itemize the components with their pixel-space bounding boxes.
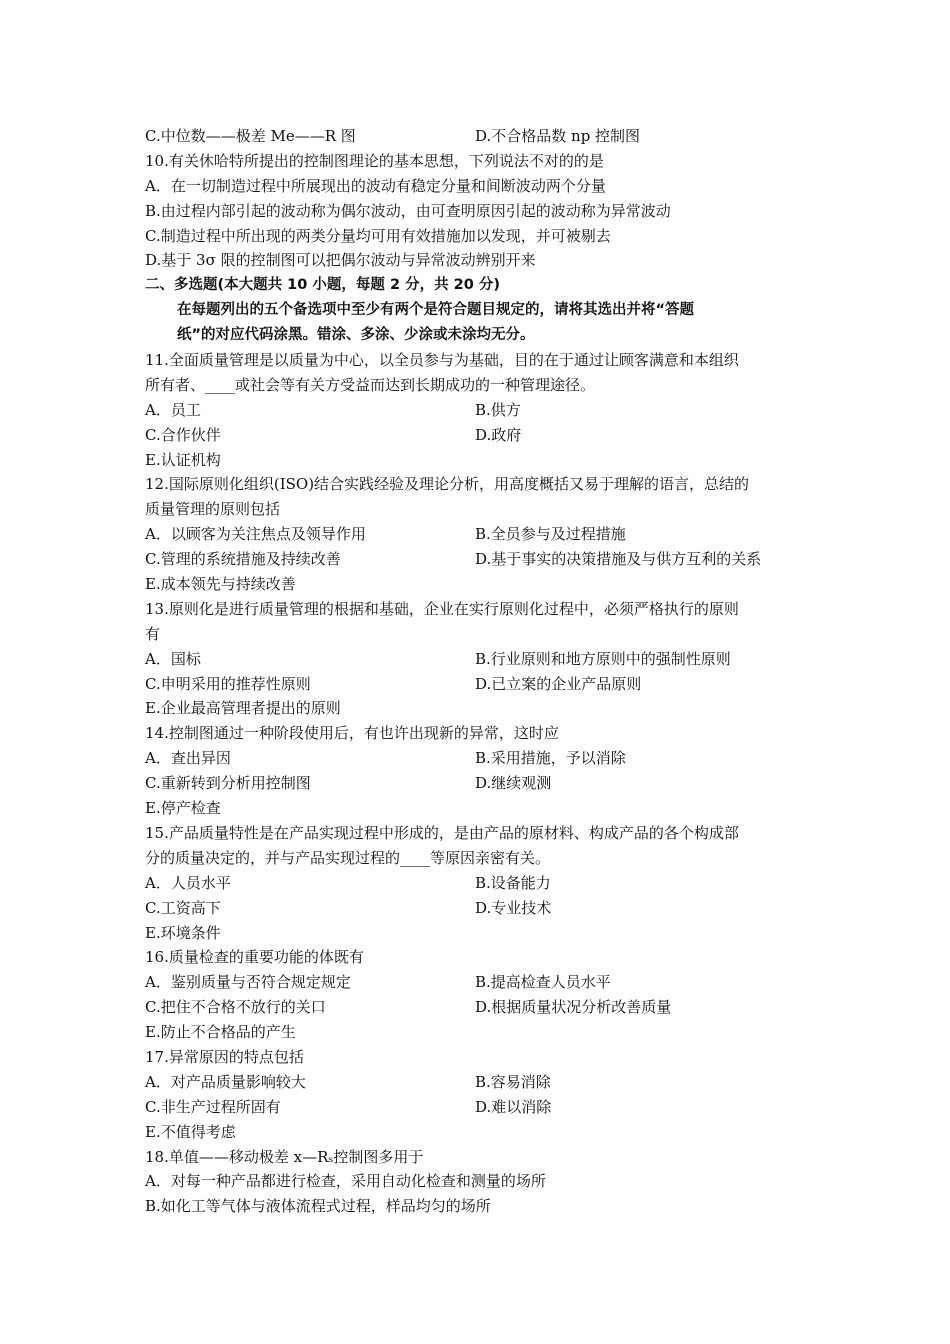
question-block [145,472,810,596]
option-c: C.中位数——极差 Me——R 图 [145,127,356,145]
option-e: E.防止不合格品的产生 [145,1023,296,1042]
option-a: A．以顾客为关注焦点及领导作用 [145,525,366,544]
exam-page [145,124,810,1219]
option-row [145,423,810,448]
option-row [145,746,810,771]
option-a: A．鉴别质量与否符合规定规定 [145,973,351,992]
option-a: A．员工 [145,400,201,419]
question-stem: 16.质量检查的重要功能的体既有 [145,948,364,967]
option-e: E.企业最高管理者提出的原则 [145,699,341,718]
option-row [145,672,810,697]
option-c: C.非生产过程所固有 [145,1097,281,1116]
option-b: B.行业原则和地方原则中的强制性原则 [475,649,731,668]
option-e: E.认证机构 [145,450,221,469]
option-d: D.根据质量状况分析改善质量 [475,998,672,1017]
option-e: E.环境条件 [145,923,221,942]
q18-stem: 18.单值——移动极差 x—Rₛ控制图多用于 [145,1147,424,1166]
question-stem: 12.国际原则化组织(ISO)结合实践经验及理论分析，用高度概括又易于理解的语言，总结的 [145,475,750,494]
question-stem: 17.异常原因的特点包括 [145,1047,304,1066]
q18-option-b: B.如化工等气体与液体流程式过程，样品均匀的场所 [145,1197,491,1216]
option-b: B.设备能力 [475,873,551,892]
question-stem: 15.产品质量特性是在产品实现过程中形成的，是由产品的原材料、构成产品的各个构成部 [145,823,739,842]
q10-option-d: D.基于 3σ 限的控制图可以把偶尔波动与异常波动辨别开来 [145,251,536,270]
option-d: D.难以消除 [475,1097,552,1116]
option-row [145,771,810,796]
question-block [145,721,810,821]
question-stem: 14.控制图通过一种阶段使用后，有也许出现新的异常，这时应 [145,724,559,743]
option-a: A．对产品质量影响较大 [145,1072,306,1091]
option-d: D.专业技术 [475,898,552,917]
question-stem: 分的质量决定的，并与产品实现过程的____等原因亲密有关。 [145,848,551,867]
option-a: A．人员水平 [145,873,231,892]
option-d: D.政府 [475,425,522,444]
question-block [145,821,810,945]
option-row [145,398,810,423]
question-block [145,597,810,721]
option-row [145,522,810,547]
question-stem: 13.原则化是进行质量管理的根据和基础，企业在实行原则化过程中，必须严格执行的原则 [145,599,739,618]
section-instruction: 纸”的对应代码涂黑。错涂、多涂、少涂或未涂均无分。 [177,327,535,344]
option-e: E.停产检查 [145,799,221,818]
option-row [145,871,810,896]
question-stem: 所有者、____或社会等有关方受益而达到长期成功的一种管理途径。 [145,375,596,394]
option-row [145,896,810,921]
q9-options-cd [145,124,810,149]
option-e: E.成本领先与持续改善 [145,575,296,594]
question-stem: 质量管理的原则包括 [145,500,281,519]
option-c: C.工资高下 [145,898,221,917]
option-a: A．国标 [145,649,201,668]
q10-stem: 10.有关休哈特所提出的控制图理论的基本思想，下列说法不对的的是 [145,151,604,170]
option-e: E.不值得考虑 [145,1122,236,1141]
option-b: B.全员参与及过程措施 [475,525,626,544]
option-b: B.供方 [475,400,521,419]
q10-option-a: A．在一切制造过程中所展现出的波动有稳定分量和间断波动两个分量 [145,176,606,195]
section-instruction: 在每题列出的五个备选项中至少有两个是符合题目规定的，请将其选出并将“答题 [177,302,695,319]
q10-option-b: B.由过程内部引起的波动称为偶尔波动，由可查明原因引起的波动称为异常波动 [145,201,671,220]
option-c: C.重新转到分析用控制图 [145,774,311,793]
option-d: D.已立案的企业产品原则 [475,674,642,693]
option-d: D.不合格品数 np 控制图 [475,127,641,145]
option-b: B.容易消除 [475,1072,551,1091]
q10-option-c: C.制造过程中所出现的两类分量均可用有效措施加以发现，并可被剔去 [145,226,611,245]
option-a: A．查出异因 [145,749,231,768]
question-stem: 有 [145,624,161,643]
option-c: C.管理的系统措施及持续改善 [145,550,341,569]
option-c: C.把住不合格不放行的关口 [145,998,326,1017]
option-c: C.申明采用的推荐性原则 [145,674,311,693]
section-title: 二、多选题(本大题共 10 小题，每题 2 分，共 20 分) [145,277,500,294]
option-row [145,1095,810,1120]
option-row [145,995,810,1020]
option-b: B.提高检查人员水平 [475,973,611,992]
option-d: D.基于事实的决策措施及与供方互利的关系 [475,550,762,569]
question-block [145,348,810,472]
option-row [145,547,810,572]
q18-option-a: A．对每一种产品都进行检查，采用自动化检查和测量的场所 [145,1172,546,1191]
question-stem: 11.全面质量管理是以质量为中心，以全员参与为基础，目的在于通过让顾客满意和本组织 [145,351,739,370]
option-row [145,1070,810,1095]
question-block [145,945,810,1045]
option-b: B.采用措施，予以消除 [475,749,626,768]
option-row [145,647,810,672]
question-list [145,348,810,1145]
option-c: C.合作伙伴 [145,425,221,444]
option-d: D.继续观测 [475,774,552,793]
question-block [145,1045,810,1145]
option-row [145,970,810,995]
